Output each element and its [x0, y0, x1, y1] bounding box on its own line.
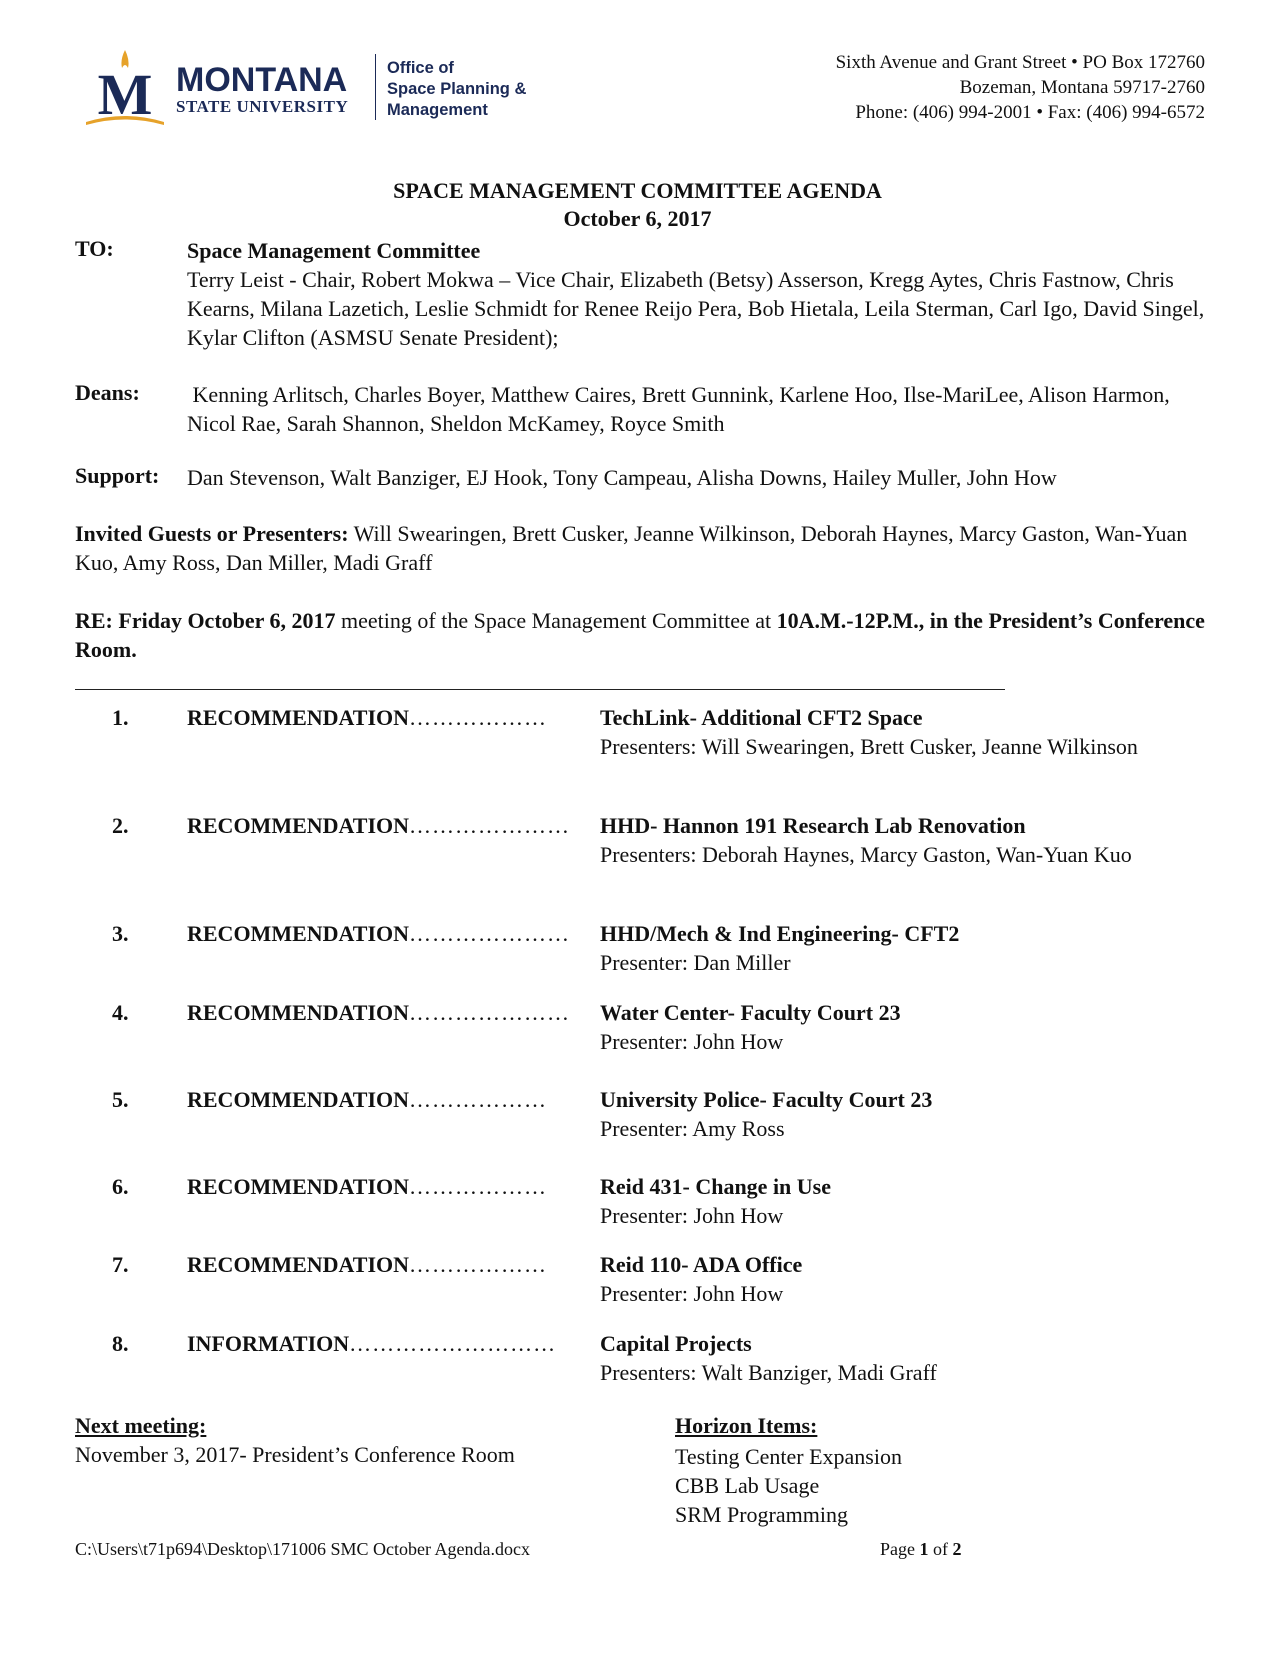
page-current: 1: [919, 1539, 929, 1559]
item-kind-label: RECOMMENDATION: [187, 1252, 410, 1277]
to-heading: Space Management Committee: [187, 238, 481, 263]
agenda-title: SPACE MANAGEMENT COMMITTEE AGENDA: [393, 178, 882, 203]
re-label: RE: Friday October 6, 2017: [75, 608, 336, 633]
next-meeting-value: November 3, 2017- President’s Conference Room: [75, 1442, 515, 1467]
item-kind-label: RECOMMENDATION: [187, 705, 410, 730]
item-topic: Reid 110- ADA Office: [600, 1252, 803, 1277]
re-time-place: 10A.M.-12P.M., in the President’s Conference Room.: [75, 608, 1211, 662]
leader-dots: …………………: [409, 1000, 571, 1025]
item-topic: Capital Projects: [600, 1331, 752, 1356]
file-path: C:\Users\t71p694\Desktop\171006 SMC October Agenda.docx: [75, 1539, 530, 1559]
item-kind: [187, 1085, 547, 1114]
office-line: Space Planning &: [387, 80, 527, 98]
item-number: 8.: [112, 1331, 129, 1356]
item-kind-label: RECOMMENDATION: [187, 921, 410, 946]
item-number: 3.: [112, 921, 129, 946]
item-kind-label: RECOMMENDATION: [187, 1000, 410, 1025]
university-name: MONTANA: [176, 61, 348, 99]
re-block: [75, 606, 1211, 664]
item-number: 6.: [112, 1174, 129, 1199]
leader-dots: …………………: [409, 813, 571, 838]
office-line: Office of: [387, 59, 454, 77]
horizon-item: SRM Programming: [675, 1502, 848, 1527]
item-kind: [187, 998, 570, 1027]
msu-logo-icon: [80, 48, 170, 128]
re-middle: meeting of the Space Management Committee at: [335, 608, 777, 633]
item-kind-label: RECOMMENDATION: [187, 1174, 410, 1199]
item-presenters: Presenter: John How: [600, 1029, 784, 1054]
leader-dots: ………………: [409, 1252, 548, 1277]
horizon-list: [675, 1442, 902, 1529]
item-presenters: Presenters: Walt Banziger, Madi Graff: [600, 1360, 937, 1385]
office-line: Management: [387, 101, 488, 119]
divider-line: [75, 689, 1005, 690]
guests-block: [75, 519, 1205, 577]
item-presenters: Presenter: John How: [600, 1281, 784, 1306]
item-number: 4.: [112, 1000, 129, 1025]
page-prefix: Page: [880, 1539, 920, 1559]
item-topic: HHD- Hannon 191 Research Lab Renovation: [600, 813, 1026, 838]
horizon-heading: Horizon Items:: [675, 1413, 818, 1438]
item-presenters: Presenter: Amy Ross: [600, 1116, 785, 1141]
item-kind: [187, 919, 570, 948]
item-topic: Water Center- Faculty Court 23: [600, 1000, 901, 1025]
page-mid: of: [928, 1539, 953, 1559]
item-presenters: Presenter: John How: [600, 1203, 784, 1228]
horizon-item: CBB Lab Usage: [675, 1473, 820, 1498]
item-kind: [187, 811, 570, 840]
item-topic: TechLink- Additional CFT2 Space: [600, 705, 923, 730]
guests-names: Will Swearingen, Brett Cusker, Jeanne Wilkinson, Deborah Haynes, Marcy Gaston, Wan-Yuan Kuo, Amy Ross, Dan Miller, Madi Graff: [75, 521, 1193, 575]
address-block: [836, 50, 1205, 125]
page-total: 2: [952, 1539, 962, 1559]
item-kind-label: RECOMMENDATION: [187, 1087, 410, 1112]
item-number: 5.: [112, 1087, 129, 1112]
agenda-date: October 6, 2017: [563, 206, 712, 231]
item-kind: [187, 703, 547, 732]
support-label: Support:: [75, 463, 160, 488]
deans-names: Kenning Arlitsch, Charles Boyer, Matthew Caires, Brett Gunnink, Karlene Hoo, Ilse-MariLee, Alison Harmon, Nicol Rae, Sarah Shannon, Sheldon McKamey, Royce Smith: [187, 382, 1176, 436]
item-kind-label: RECOMMENDATION: [187, 813, 410, 838]
address-line: Sixth Avenue and Grant Street • PO Box 172760: [835, 52, 1205, 73]
item-topic: Reid 431- Change in Use: [600, 1174, 832, 1199]
item-number: 2.: [112, 813, 129, 838]
address-line: Bozeman, Montana 59717-2760: [959, 77, 1205, 98]
logo-letter: M: [97, 62, 153, 127]
office-name: [387, 58, 526, 121]
item-presenters: Presenter: Dan Miller: [600, 950, 791, 975]
item-number: 7.: [112, 1252, 129, 1277]
leader-dots: ………………: [409, 1087, 548, 1112]
item-kind: [187, 1329, 556, 1358]
leader-dots: ………………: [409, 705, 548, 730]
item-topic: HHD/Mech & Ind Engineering- CFT2: [600, 921, 960, 946]
to-block: [187, 236, 1217, 352]
leader-dots: …………………: [409, 921, 571, 946]
deans-label: Deans:: [75, 380, 140, 405]
support-names: Dan Stevenson, Walt Banziger, EJ Hook, Tony Campeau, Alisha Downs, Hailey Muller, John How: [187, 465, 1057, 490]
page-number: [880, 1539, 962, 1560]
leader-dots: ………………: [409, 1174, 548, 1199]
to-members: Terry Leist - Chair, Robert Mokwa – Vice Chair, Elizabeth (Betsy) Asserson, Kregg Aytes, Chris Fastnow, Chris Kearns, Milana Lazetich, Leslie Schmidt for Renee Reijo Pera, Bob Hietala, Leila Sterman, Carl Igo, David Singel, Kylar Clifton (ASMSU Senate President);: [187, 267, 1205, 350]
horizon-item: Testing Center Expansion: [675, 1444, 902, 1469]
item-number: 1.: [112, 705, 129, 730]
item-presenters: Presenters: Deborah Haynes, Marcy Gaston, Wan-Yuan Kuo: [600, 842, 1132, 867]
next-meeting-heading: Next meeting:: [75, 1413, 207, 1438]
address-line: Phone: (406) 994-2001 • Fax: (406) 994-6572: [855, 102, 1205, 123]
item-kind: [187, 1172, 547, 1201]
item-topic: University Police- Faculty Court 23: [600, 1087, 933, 1112]
item-kind-label: INFORMATION: [187, 1331, 350, 1356]
item-presenters: Presenters: Will Swearingen, Brett Cusker, Jeanne Wilkinson: [600, 734, 1138, 759]
to-label: TO:: [75, 236, 114, 261]
item-kind: [187, 1250, 547, 1279]
logo-divider: [375, 54, 376, 120]
leader-dots: ………………………: [349, 1331, 557, 1356]
university-sub: STATE UNIVERSITY: [176, 97, 349, 116]
guests-label: Invited Guests or Presenters:: [75, 521, 349, 546]
